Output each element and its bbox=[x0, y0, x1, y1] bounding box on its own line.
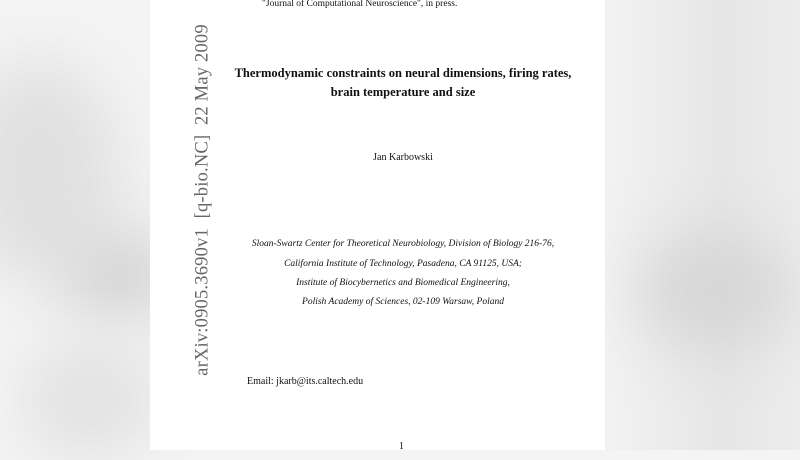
affiliation-line: Sloan-Swartz Center for Theoretical Neurobiology, Division of Biology 216-76, bbox=[251, 239, 555, 249]
background-blur bbox=[20, 340, 160, 460]
author-name: Jan Karbowski bbox=[373, 152, 433, 163]
arxiv-stamp: arXiv:0905.3690v1 [q-bio.NC] 22 May 2009 bbox=[192, 24, 213, 376]
affiliation-line: Institute of Biocybernetics and Biomedical Engineering, bbox=[296, 278, 510, 288]
affiliation-line: Polish Academy of Sciences, 02-109 Warsaw, Poland bbox=[302, 297, 504, 307]
paper-title-line-1: Thermodynamic constraints on neural dimensions, firing rates, bbox=[234, 66, 572, 80]
email-address: Email: jkarb@its.caltech.edu bbox=[247, 376, 364, 387]
journal-note: "Journal of Computational Neuroscience", in press. bbox=[262, 0, 458, 9]
paper-title-line-2: brain temperature and size bbox=[330, 85, 476, 99]
page-number: 1 bbox=[399, 441, 404, 452]
affiliation-line: California Institute of Technology, Pasadena, CA 91125, USA; bbox=[284, 259, 522, 269]
